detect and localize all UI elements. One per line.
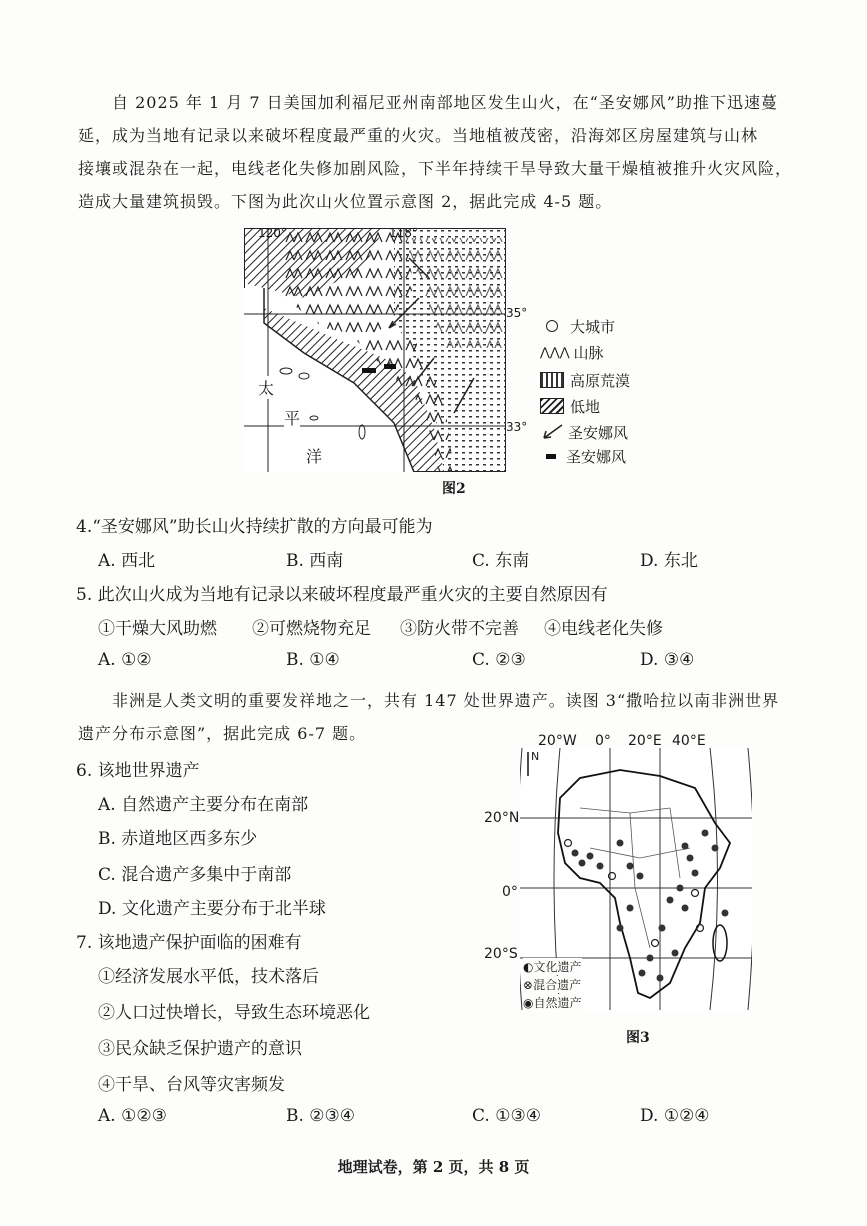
legend-wind-arrow: 圣安娜风 <box>540 422 628 442</box>
figure-3-caption: 图3 <box>626 1030 650 1046</box>
figure-2-caption: 图2 <box>442 481 466 497</box>
lon-label-20e: 20°E <box>628 733 662 749</box>
q4-option-b[interactable]: B. 西南 <box>286 551 344 571</box>
q4-option-d[interactable]: D. 东北 <box>640 551 698 571</box>
legend-cultural-heritage: ◐文化遗产 <box>523 960 582 974</box>
legend-natural-heritage: ◉自然遗产 <box>523 996 582 1010</box>
question-7-stem: 7. 该地遗产保护面临的困难有 <box>76 933 302 953</box>
q4-option-a[interactable]: A. 西北 <box>98 551 156 571</box>
intro-line: 遗产分布示意图”，据此完成 6-7 题。 <box>78 724 367 743</box>
q7-item-2: ②人口过快增长，导致生态环境恶化 <box>98 1003 370 1023</box>
lon-label-40e: 40°E <box>672 733 706 749</box>
lon-label-0: 0° <box>595 733 611 749</box>
q5-item-1: ①干燥大风助燃 <box>98 619 217 639</box>
q7-option-c[interactable]: C. ①③④ <box>472 1106 541 1126</box>
wind-arrow-icon <box>540 423 564 441</box>
ocean-label-ping: 平 <box>284 406 300 429</box>
ocean-label-yang: 洋 <box>306 444 322 467</box>
ocean-label-tai: 太 <box>258 376 274 399</box>
q7-option-b[interactable]: B. ②③④ <box>286 1106 356 1126</box>
q5-option-b[interactable]: B. ①④ <box>286 650 340 670</box>
q5-option-a[interactable]: A. ①② <box>98 650 152 670</box>
q7-item-4: ④干旱、台风等灾害频发 <box>98 1075 285 1095</box>
question-4-stem: 4.“圣安娜风”助长山火持续扩散的方向最可能为 <box>76 517 433 537</box>
lat-label-35: 35° <box>506 306 528 320</box>
q7-option-d[interactable]: D. ①②④ <box>640 1106 710 1126</box>
intro-line: 造成大量建筑损毁。下图为此次山火位置示意图 2，据此完成 4-5 题。 <box>78 192 613 211</box>
lat-label-20n: 20°N <box>484 810 520 826</box>
q7-option-a[interactable]: A. ①②③ <box>98 1106 167 1126</box>
legend-plateau: 高原荒漠 <box>540 370 630 390</box>
legend-fire-mark: 圣安娜风 <box>540 446 626 466</box>
q7-item-3: ③民众缺乏保护遗产的意识 <box>98 1039 302 1059</box>
q5-option-d[interactable]: D. ③④ <box>640 650 695 670</box>
q5-option-c[interactable]: C. ②③ <box>472 650 526 670</box>
q7-item-1: ①经济发展水平低，技术落后 <box>98 967 319 987</box>
q4-option-c[interactable]: C. 东南 <box>472 551 530 571</box>
lon-label-20w: 20°W <box>538 733 577 749</box>
fire-mark-icon <box>546 454 556 459</box>
lon-label-120: 120° <box>258 226 287 240</box>
intro-line: 自 2025 年 1 月 7 日美国加利福尼亚州南部地区发生山火，在“圣安娜风”助推下迅速蔓 <box>112 93 778 112</box>
plateau-desert-icon <box>540 372 564 388</box>
legend-lowland: 低地 <box>540 396 600 416</box>
lat-label-20s: 20°S <box>484 946 518 962</box>
legend-city: 大城市 <box>540 316 615 336</box>
q6-option-d[interactable]: D. 文化遗产主要分布于北半球 <box>98 899 326 919</box>
figure-2-map <box>244 228 506 472</box>
legend-mountain: ⋀⋀⋀ 山脉 <box>540 343 604 362</box>
intro-line: 接壤或混杂在一起，电线老化失修加剧风险，下半年持续干旱导致大量干燥植被推升火灾风险， <box>78 159 793 178</box>
north-arrow-icon: N <box>531 750 540 763</box>
q6-option-c[interactable]: C. 混合遗产多集中于南部 <box>98 865 292 885</box>
intro-line: 延，成为当地有记录以来破坏程度最严重的火灾。当地植被茂密，沿海郊区房屋建筑与山林 <box>78 126 759 145</box>
mountain-icon: ⋀⋀⋀ <box>540 345 570 359</box>
intro-paragraph-1 <box>78 86 808 218</box>
q6-option-a[interactable]: A. 自然遗产主要分布在南部 <box>98 795 309 815</box>
lon-label-118: 118° <box>389 226 418 240</box>
legend-mixed-heritage: ⊗混合遗产 <box>523 978 582 992</box>
question-6-stem: 6. 该地世界遗产 <box>76 761 200 781</box>
intro-line: 非洲是人类文明的重要发祥地之一，共有 147 处世界遗产。读图 3“撒哈拉以南非洲世界 <box>112 691 780 710</box>
city-dot-icon <box>546 320 558 332</box>
lat-label-0: 0° <box>502 884 518 900</box>
q6-option-b[interactable]: B. 赤道地区西多东少 <box>98 829 258 849</box>
q5-item-3: ③防火带不完善 <box>400 619 519 639</box>
q5-item-2: ②可燃烧物充足 <box>252 619 371 639</box>
q5-item-4: ④电线老化失修 <box>544 619 663 639</box>
lat-label-33: 33° <box>506 420 528 434</box>
question-5-stem: 5. 此次山火成为当地有记录以来破坏程度最严重火灾的主要自然原因有 <box>76 585 608 605</box>
lowland-hatch-icon <box>540 398 564 414</box>
page-footer: 地理试卷，第 2 页，共 8 页 <box>337 1158 530 1176</box>
